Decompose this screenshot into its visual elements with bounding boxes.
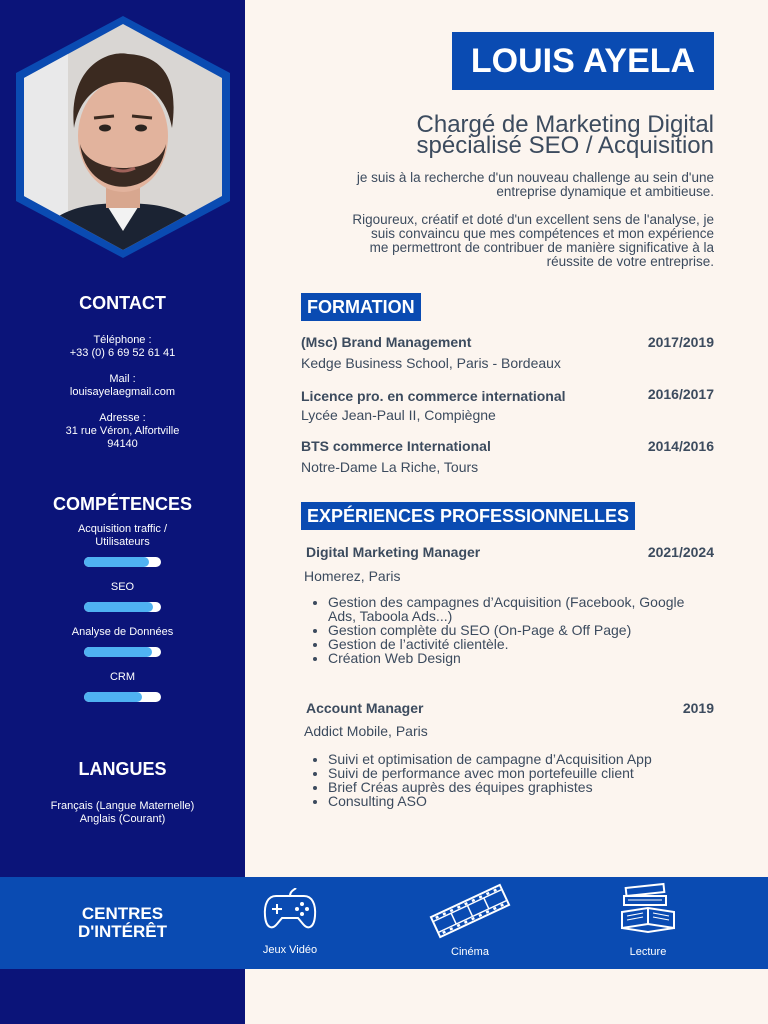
skill-label: CRM — [109, 671, 136, 683]
job-date: 2021/2024 — [647, 544, 714, 560]
skills-title: COMPÉTENCES — [52, 494, 193, 514]
job-bullet: • Consulting ASO — [328, 794, 708, 808]
address-label: Adresse : — [99, 412, 146, 424]
skill-label: Utilisateurs — [95, 536, 150, 548]
skill-bar — [84, 692, 161, 702]
skill-label: SEO — [110, 581, 135, 593]
formation-degree: Licence pro. en commerce international — [301, 388, 566, 404]
skill-bar — [84, 647, 161, 657]
skill-bar-fill — [84, 557, 149, 567]
address-line2: 94140 — [107, 438, 138, 450]
formation-school: Lycée Jean-Paul II, Compiègne — [301, 407, 496, 423]
gamepad-icon — [262, 888, 318, 934]
job-title: Digital Marketing Manager — [306, 544, 481, 560]
job-company: Addict Mobile, Paris — [304, 723, 428, 739]
skill-label: Analyse de Données — [71, 626, 174, 638]
job-bullets — [308, 752, 708, 808]
formation-degree: BTS commerce International — [301, 438, 491, 454]
interest-label: Jeux Vidéo — [262, 944, 318, 956]
candidate-name: LOUIS AYELA — [452, 32, 714, 90]
job-bullet: • Brief Créas auprès des équipes graphistes — [328, 780, 708, 794]
job-bullet: • Gestion complète du SEO (On-Page & Off Page) — [328, 623, 708, 637]
skill-bar — [84, 602, 161, 612]
intro-line: suis convaincu que mes compétences et mon expérience — [371, 226, 714, 241]
language-item: Anglais (Courant) — [79, 813, 166, 825]
phone-value: +33 (0) 6 69 52 61 41 — [69, 347, 176, 359]
job-bullets — [308, 595, 708, 665]
intro-line: Rigoureux, créatif et doté d'un excellent sens de l'analyse, je — [352, 212, 714, 227]
job-bullet: • Création Web Design — [328, 651, 708, 665]
job-bullet: • Suivi et optimisation de campagne d’Acquisition App — [328, 752, 708, 766]
intro-line: réussite de votre entreprise. — [546, 254, 714, 269]
mail-label: Mail : — [109, 373, 136, 385]
formation-date: 2014/2016 — [647, 438, 714, 454]
intro-line: entreprise dynamique et ambitieuse. — [496, 184, 714, 199]
phone-label: Téléphone : — [93, 334, 152, 346]
formation-title: FORMATION — [301, 293, 421, 321]
mail-value: louisayelaegmail.com — [69, 386, 176, 398]
formation-date: 2016/2017 — [647, 386, 714, 402]
language-item: Français (Langue Maternelle) — [50, 800, 195, 812]
intro-line: me permettront de contribuer de manière significative à la — [369, 240, 714, 255]
interests-title-line: D'INTÉRÊT — [77, 922, 168, 941]
job-title: Account Manager — [306, 700, 424, 716]
job-company: Homerez, Paris — [304, 568, 401, 584]
skill-bar-fill — [84, 602, 153, 612]
books-icon — [618, 882, 678, 938]
interest-label: Cinéma — [451, 946, 489, 958]
job-bullet: • Gestion des campagnes d’Acquisition (Facebook, Google Ads, Taboola Ads...) — [328, 595, 708, 623]
skill-bar-fill — [84, 647, 152, 657]
skill-bar-fill — [84, 692, 142, 702]
job-headline — [294, 111, 714, 159]
experience-title: EXPÉRIENCES PROFESSIONNELLES — [301, 502, 635, 530]
interest-label: Lecture — [629, 946, 667, 958]
address-line1: 31 rue Véron, Alfortville — [65, 425, 180, 437]
interests-title — [0, 905, 245, 941]
film-strip-icon — [428, 882, 512, 940]
contact-title: CONTACT — [79, 293, 166, 313]
headline-line: spécialisé SEO / Acquisition — [416, 132, 714, 159]
profile-photo — [8, 16, 238, 258]
formation-school: Notre-Dame La Riche, Tours — [301, 459, 479, 475]
job-date: 2019 — [682, 700, 714, 716]
job-bullet: • Suivi de performance avec mon portefeuille client — [328, 766, 708, 780]
skill-label: Acquisition traffic / — [77, 523, 168, 535]
formation-school: Kedge Business School, Paris - Bordeaux — [301, 355, 561, 371]
intro-line: je suis à la recherche d'un nouveau challenge au sein d'une — [356, 170, 714, 185]
formation-degree: (Msc) Brand Management — [301, 334, 472, 350]
job-bullet: • Gestion de l’activité clientèle. — [328, 637, 708, 651]
intro-text — [284, 171, 714, 269]
headline-line: Chargé de Marketing Digital — [416, 111, 714, 138]
skill-bar — [84, 557, 161, 567]
languages-title: LANGUES — [78, 759, 167, 779]
formation-date: 2017/2019 — [647, 334, 714, 350]
interests-title-line: CENTRES — [81, 904, 164, 923]
